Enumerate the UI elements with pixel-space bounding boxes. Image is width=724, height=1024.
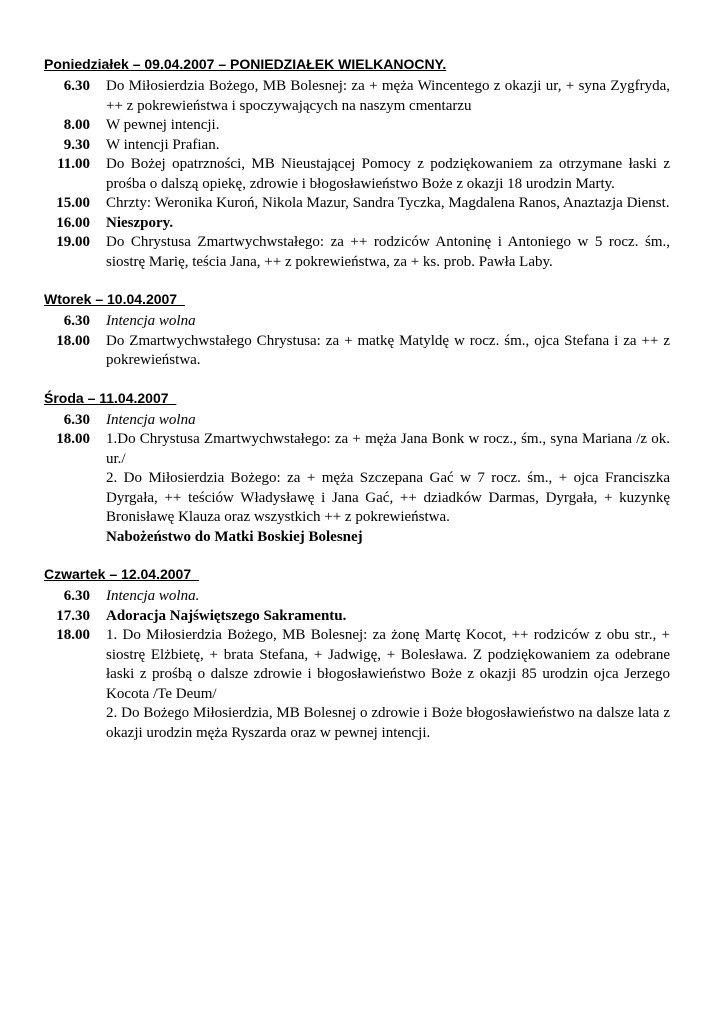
entry-time: 6.30 <box>63 313 90 329</box>
schedule-entry <box>44 430 670 547</box>
entry-description <box>106 411 670 431</box>
day-header: Poniedziałek – 09.04.2007 – PONIEDZIAŁEK WIELKANOCNY. <box>44 56 447 72</box>
entry-time: 15.00 <box>56 195 90 211</box>
schedule-entry <box>44 116 670 136</box>
entry-time: 18.00 <box>56 627 90 643</box>
schedule-entry <box>44 136 670 156</box>
intention-text: Do Chrystusa Zmartwychwstałego: za ++ rodziców Antoninę i Antoniego w 5 rocz. śm., siostrę Marię, teścia Jana, ++ z pokrewieństwa, za + ks. prob. Pawła Laby. <box>106 234 670 270</box>
intention-text: 1. Do Miłosierdzia Bożego, MB Bolesnej: za żonę Martę Kocot, ++ rodziców z obu str., + siostrę Elżbietę, + brata Stefana, + Jadwigę, + Bolesława. Z podziękowaniem za odebrane łaski z prośbą o dalsze zdrowie i błogosławieństwo Boże z okazji 85 urodzin ojca Jerzego Kocota /Te Deum/ <box>106 627 670 702</box>
schedule-entry <box>44 77 670 116</box>
schedule-entry <box>44 607 670 627</box>
intention-text: Nieszpory. <box>106 214 174 231</box>
intention-text: Intencja wolna <box>106 411 196 428</box>
entry-description <box>106 155 670 194</box>
intention-text: W intencji Prafian. <box>106 136 220 153</box>
entry-description <box>106 116 670 136</box>
entry-time: 18.00 <box>56 332 90 349</box>
schedule-entry <box>44 626 670 743</box>
entry-description <box>106 136 670 156</box>
day-header: Czwartek – 12.04.2007 <box>44 566 199 582</box>
schedule-entry <box>44 332 670 371</box>
intention-text: Intencja wolna. <box>106 588 200 604</box>
entry-time: 6.30 <box>63 588 90 604</box>
entry-description <box>106 77 670 116</box>
entry-time: 17.30 <box>56 607 90 624</box>
entry-description <box>106 626 670 743</box>
intention-text: 1.Do Chrystusa Zmartwychwstałego: za + męża Jana Bonk w rocz., śm., syna Mariana /z ok. ur./ <box>106 431 670 467</box>
entry-time: 9.30 <box>63 136 90 153</box>
entry-time: 8.00 <box>63 117 90 133</box>
schedule-entry <box>44 194 670 214</box>
intention-text: Do Miłosierdzia Bożego, MB Bolesnej: za + męża Wincentego z okazji ur, + syna Zygfryda, ++ z pokrewieństwa i spoczywających na naszym cmentarzu <box>106 78 670 114</box>
intention-text: Nabożeństwo do Matki Boskiej Bolesnej <box>106 528 363 545</box>
schedule-entry <box>44 312 670 332</box>
schedule-entry <box>44 233 670 272</box>
intention-text: W pewnej intencji. <box>106 117 220 133</box>
intention-text: Do Zmartwychwstałego Chrystusa: za + matkę Matyldę w rocz. śm., ojca Stefana i za ++ z pokrewieństwa. <box>106 332 670 368</box>
entry-description <box>106 607 670 627</box>
day-section <box>44 389 670 548</box>
entry-time: 6.30 <box>63 78 90 94</box>
intention-text: Chrzty: Weronika Kuroń, Nikola Mazur, Sandra Tyczka, Magdalena Ranos, Anaztazja Dienst. <box>106 195 670 211</box>
schedule-entry <box>44 411 670 431</box>
entry-description <box>106 233 670 272</box>
intention-text: Adoracja Najświętszego Sakramentu. <box>106 607 347 624</box>
entry-time: 11.00 <box>57 156 90 172</box>
entry-description <box>106 312 670 332</box>
day-header: Wtorek – 10.04.2007 <box>44 291 185 307</box>
entry-description <box>106 430 670 547</box>
intention-text: Do Bożej opatrzności, MB Nieustającej Pomocy z podziękowaniem za otrzymane łaski z prośba o dalszą opiekę, zdrowie i błogosławieństwo Boże z okazji 18 urodzin Marty. <box>106 156 670 192</box>
entry-time: 19.00 <box>56 234 90 250</box>
day-section <box>44 565 670 743</box>
entry-description <box>106 194 670 214</box>
day-section <box>44 55 670 272</box>
schedule-entry <box>44 587 670 607</box>
schedule-entry <box>44 155 670 194</box>
schedule-entry <box>44 214 670 234</box>
intention-text: Intencja wolna <box>106 313 196 329</box>
intention-text: 2. Do Miłosierdzia Bożego: za + męża Szczepana Gać w 7 rocz. śm., + ojca Franciszka Dyrgała, ++ teściów Władysławę i Jana Gać, ++ dziadków Darmas, Dyrgała, + kuzynkę Bronisławę Klauza oraz wszystkich ++ z pokrewieństwa. <box>106 470 670 525</box>
mass-schedule <box>44 55 670 761</box>
day-section <box>44 290 670 371</box>
day-header: Środa – 11.04.2007 <box>44 389 177 406</box>
entry-time: 18.00 <box>56 431 90 447</box>
entry-description <box>106 214 670 234</box>
entry-description <box>106 332 670 371</box>
entry-description <box>106 587 670 607</box>
intention-text: 2. Do Bożego Miłosierdzia, MB Bolesnej o zdrowie i Boże błogosławieństwo na dalsze lata z okazji urodzin męża Ryszarda oraz w pewnej intencji. <box>106 705 670 741</box>
entry-time: 6.30 <box>63 411 90 428</box>
entry-time: 16.00 <box>56 214 90 231</box>
